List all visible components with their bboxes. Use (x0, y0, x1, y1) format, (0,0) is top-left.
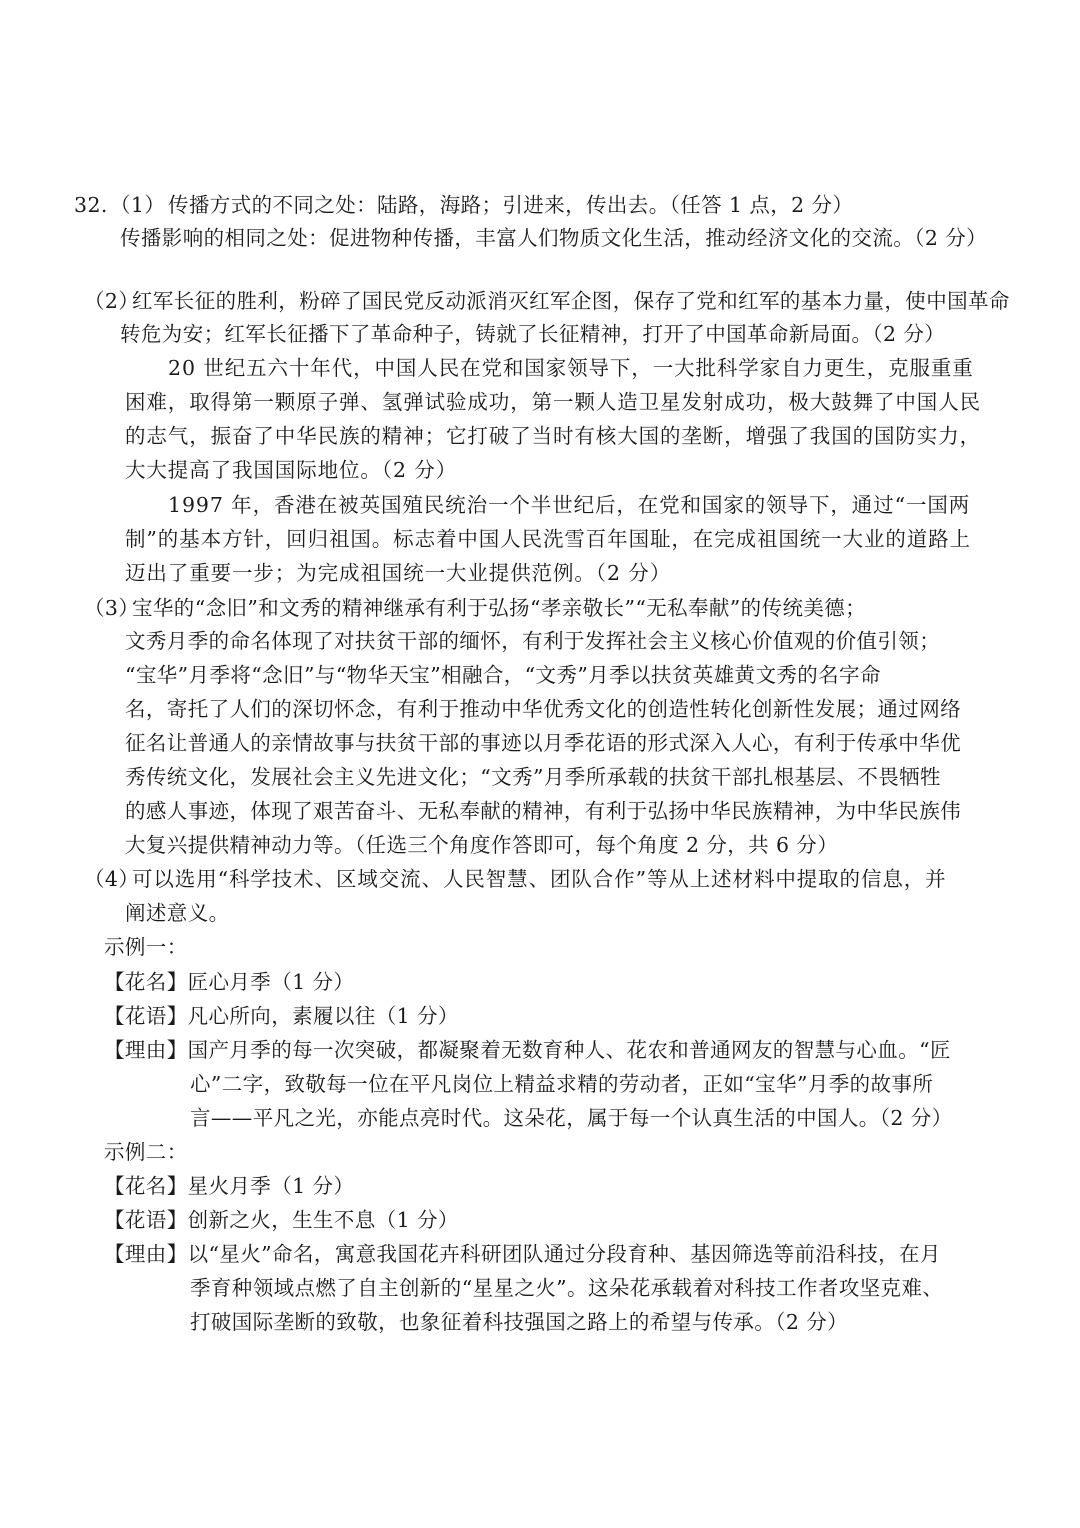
example-1-reason-line: 心”二字，致敬每一位在平凡岗位上精益求精的劳动者，正如“宝华”月季的故事所 (190, 1072, 934, 1096)
part-1-line-1: 传播方式的不同之处：陆路，海路；引进来，传出去。（任答 1 点，2 分） (168, 193, 854, 217)
part-2-line: 困难，取得第一颗原子弹、氢弹试验成功，第一颗人造卫星发射成功，极大鼓舞了中国人民 (125, 390, 981, 414)
example-1-reason-line: 言——平凡之光，亦能点亮时代。这朵花，属于每一个认真生活的中国人。（2 分） (190, 1106, 953, 1130)
part-4-line: 可以选用“科学技术、区域交流、人民智慧、团队合作”等从上述材料中提取的信息，并 (132, 867, 947, 891)
part-2-line: 红军长征的胜利，粉碎了国民党反动派消灭红军企图，保存了党和红军的基本力量，使中国革命 (132, 289, 1010, 313)
example-2-reason-line: 季育种领域点燃了自主创新的“星星之火”。这朵花承载着对科技工作者攻坚克难、 (190, 1276, 944, 1300)
example-2-flower-name: 【花名】星火月季（1 分） (104, 1174, 355, 1198)
part-3-line: 秀传统文化，发展社会主义先进文化；“文秀”月季所承载的扶贫干部扎根基层、不畏牺牲 (125, 765, 941, 789)
part-3-line: 文秀月季的命名体现了对扶贫干部的缅怀，有利于发挥社会主义核心价值观的价值引领； (125, 629, 941, 653)
part-2-line: 大大提高了我国国际地位。（2 分） (125, 458, 458, 482)
part-2-line: 转危为安；红军长征播下了革命种子，铸就了长征精神，打开了中国革命新局面。（2 分） (120, 322, 946, 346)
example-1-flower-name: 【花名】匠心月季（1 分） (104, 970, 355, 994)
part-2-line: 的志气，振奋了中华民族的精神；它打破了当时有核大国的垄断，增强了我国的国防实力， (125, 424, 981, 448)
part-3-line: 大复兴提供精神动力等。（任选三个角度作答即可，每个角度 2 分，共 6 分） (125, 833, 839, 857)
part-4-line: 阐述意义。 (125, 901, 230, 925)
example-1-flower-motto: 【花语】凡心所向，素履以往（1 分） (104, 1004, 459, 1028)
example-2-reason-line: 【理由】以“星火”命名，寓意我国花卉科研团队通过分段育种、基因筛选等前沿科技，在月 (104, 1242, 941, 1266)
part-3-line: 的感人事迹，体现了艰苦奋斗、无私奉献的精神，有利于弘扬中华民族精神，为中华民族伟 (125, 799, 961, 823)
part-2-line: 1997 年，香港在被英国殖民统治一个半世纪后，在党和国家的领导下，通过“一国两 (168, 493, 971, 517)
part-4-label: （4） (84, 867, 140, 891)
example-1-title: 示例一： (104, 935, 188, 959)
part-1-label: （1） (110, 193, 166, 217)
part-3-line: 宝华的“念旧”和文秀的精神继承有利于弘扬“孝亲敬长”“无私奉献”的传统美德； (132, 596, 867, 620)
question-number: 32. (74, 193, 108, 217)
part-3-line: 名，寄托了人们的深切怀念，有利于推动中华优秀文化的创造性转化创新性发展；通过网络 (125, 697, 961, 721)
part-3-label: （3） (84, 596, 140, 620)
example-2-title: 示例二： (104, 1140, 188, 1164)
part-2-line: 20 世纪五六十年代，中国人民在党和国家领导下，一大批科学家自力更生，克服重重 (168, 356, 974, 380)
example-2-reason-line: 打破国际垄断的致敬，也象征着科技强国之路上的希望与传承。（2 分） (190, 1310, 849, 1334)
part-2-line: 制”的基本方针，回归祖国。标志着中国人民洗雪百年国耻，在完成祖国统一大业的道路上 (125, 527, 971, 551)
part-3-line: “宝华”月季将“念旧”与“物华天宝”相融合，“文秀”月季以扶贫英雄黄文秀的名字命 (125, 663, 881, 687)
part-2-label: （2） (84, 289, 140, 313)
part-2-line: 迈出了重要一步；为完成祖国统一大业提供范例。（2 分） (125, 561, 672, 585)
part-3-line: 征名让普通人的亲情故事与扶贫干部的事迹以月季花语的形式深入人心，有利于传承中华优 (125, 731, 961, 755)
example-1-reason-line: 【理由】国产月季的每一次突破，都凝聚着无数育种人、花农和普通网友的智慧与心血。“匠 (104, 1038, 951, 1062)
part-1-line-2: 传播影响的相同之处：促进物种传播，丰富人们物质文化生活，推动经济文化的交流。（2 分） (120, 226, 988, 250)
example-2-flower-motto: 【花语】创新之火，生生不息（1 分） (104, 1208, 459, 1232)
